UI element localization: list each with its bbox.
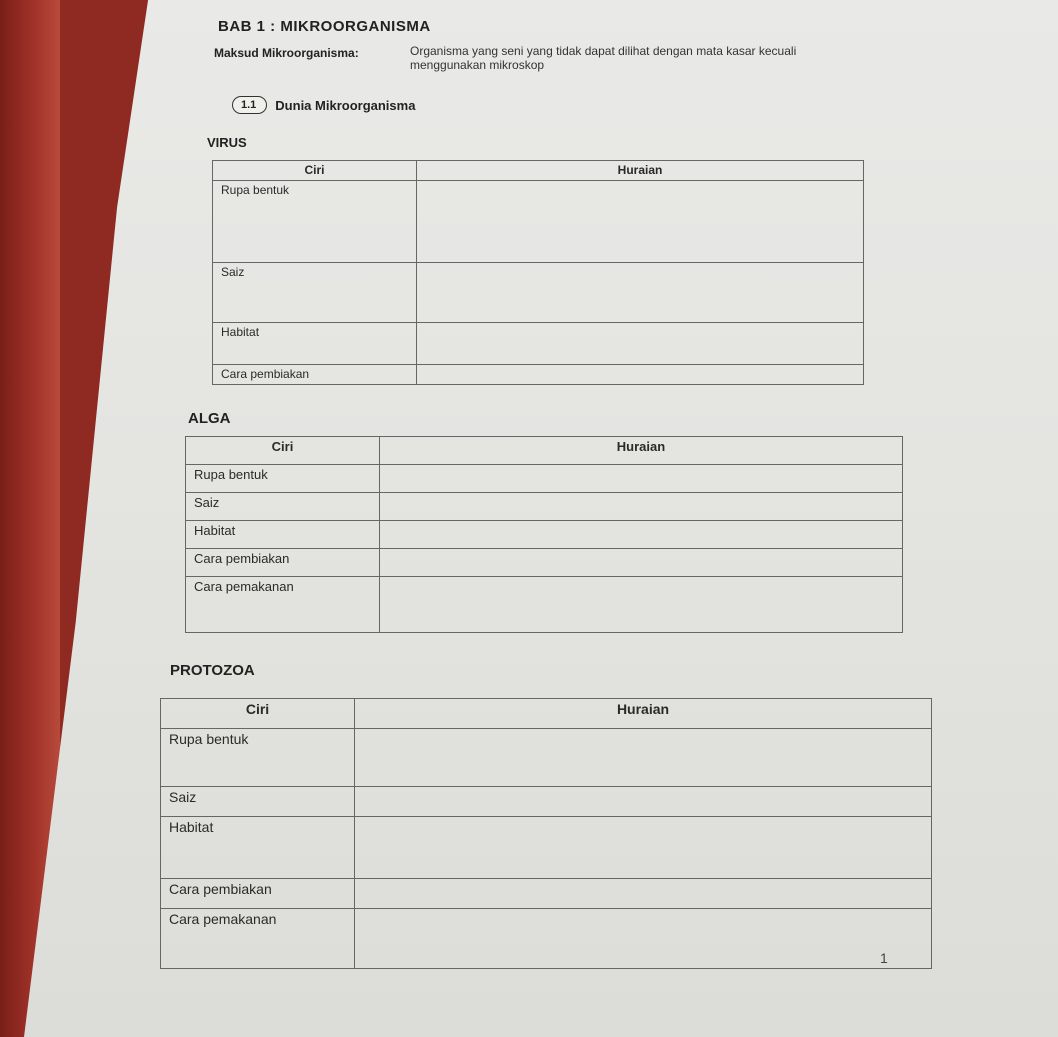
page-number: 1 [880, 950, 888, 966]
row-label: Saiz [161, 787, 355, 817]
subsection-number-badge: 1.1 [232, 96, 267, 114]
answer-cell[interactable] [380, 465, 903, 493]
column-header-huraian: Huraian [355, 699, 932, 729]
protozoa-table [160, 698, 932, 969]
answer-cell[interactable] [355, 879, 932, 909]
section-title-alga: ALGA [188, 410, 231, 427]
answer-cell[interactable] [380, 493, 903, 521]
answer-cell[interactable] [417, 263, 864, 323]
answer-cell[interactable] [355, 909, 932, 969]
row-label: Cara pemakanan [161, 909, 355, 969]
subsection-title: Dunia Mikroorganisma [275, 97, 416, 113]
column-header-huraian: Huraian [380, 437, 903, 465]
answer-cell[interactable] [355, 817, 932, 879]
row-label: Cara pembiakan [161, 879, 355, 909]
row-label: Habitat [186, 521, 380, 549]
column-header-huraian: Huraian [417, 161, 864, 181]
row-label: Cara pemakanan [186, 577, 380, 633]
row-label: Habitat [213, 323, 417, 365]
definition-text: Organisma yang seni yang tidak dapat dilihat dengan mata kasar kecuali menggunakan mikroskop [410, 44, 797, 72]
column-header-ciri: Ciri [186, 437, 380, 465]
answer-cell[interactable] [380, 577, 903, 633]
row-label: Rupa bentuk [161, 729, 355, 787]
row-label: Cara pembiakan [186, 549, 380, 577]
column-header-ciri: Ciri [161, 699, 355, 729]
row-label: Saiz [213, 263, 417, 323]
row-label: Cara pembiakan [213, 365, 417, 385]
answer-cell[interactable] [380, 521, 903, 549]
section-title-protozoa: PROTOZOA [170, 662, 255, 679]
row-label: Rupa bentuk [213, 181, 417, 263]
virus-table [212, 160, 864, 385]
alga-table [185, 436, 903, 633]
answer-cell[interactable] [355, 787, 932, 817]
row-label: Habitat [161, 817, 355, 879]
page-title: BAB 1 : MIKROORGANISMA [218, 18, 431, 35]
section-title-virus: VIRUS [207, 135, 247, 150]
definition-label: Maksud Mikroorganisma: [214, 46, 359, 60]
subsection-heading [232, 96, 415, 114]
answer-cell[interactable] [417, 181, 864, 263]
answer-cell[interactable] [355, 729, 932, 787]
answer-cell[interactable] [417, 323, 864, 365]
row-label: Rupa bentuk [186, 465, 380, 493]
answer-cell[interactable] [380, 549, 903, 577]
row-label: Saiz [186, 493, 380, 521]
answer-cell[interactable] [417, 365, 864, 385]
column-header-ciri: Ciri [213, 161, 417, 181]
